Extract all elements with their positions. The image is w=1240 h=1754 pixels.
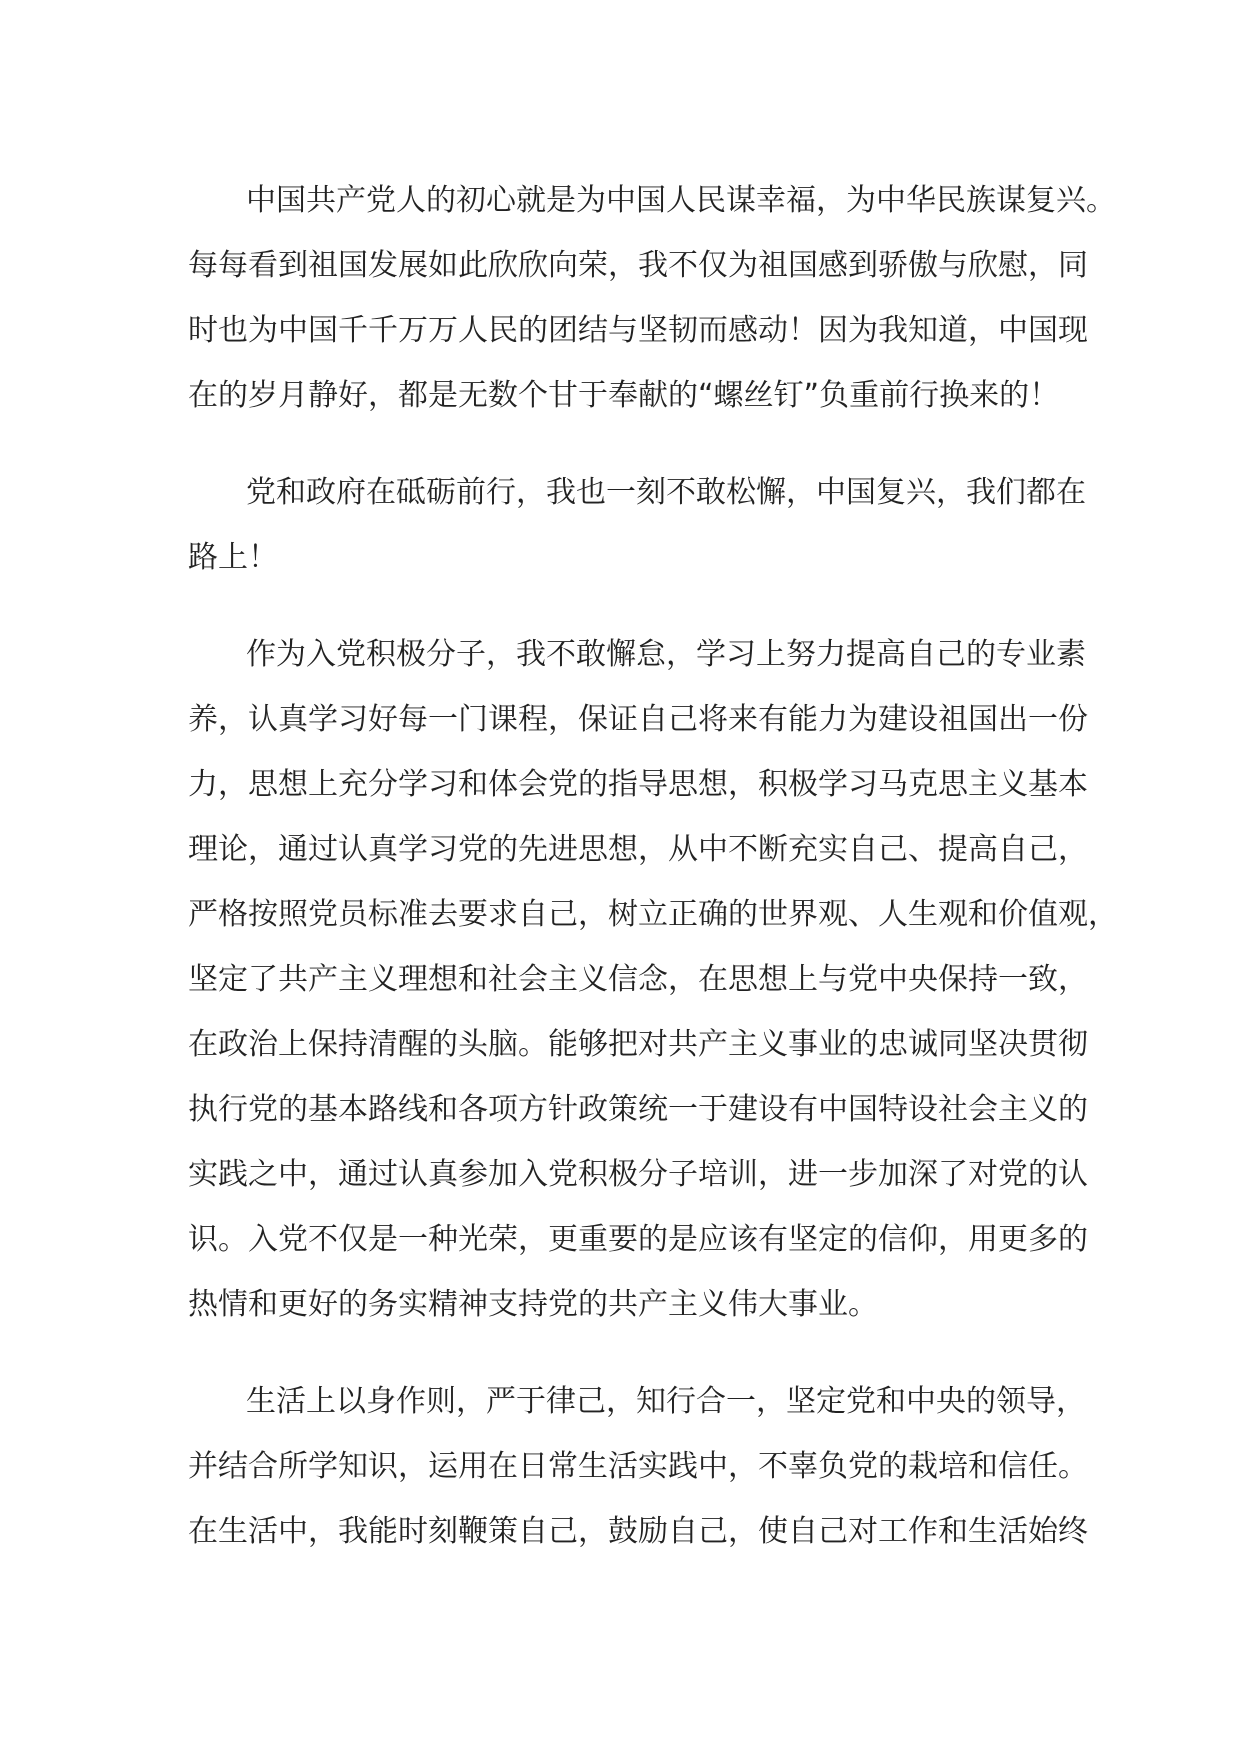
paragraph-line: 实践之中，通过认真参加入党积极分子培训，进一步加深了对党的认 [188,1157,1088,1192]
document-body [188,168,1118,1596]
paragraph-line: 在的岁月静好，都是无数个甘于奉献的“螺丝钉”负重前行换来的！ [188,378,1060,413]
paragraph-line: 在生活中，我能时刻鞭策自己，鼓励自己，使自己对工作和生活始终 [188,1514,1088,1549]
paragraph-line: 生活上以身作则，严于律己，知行合一，坚定党和中央的领导， [246,1384,1086,1419]
paragraph-line: 力，思想上充分学习和体会党的指导思想，积极学习马克思主义基本 [188,767,1088,802]
paragraph-line: 热情和更好的务实精神支持党的共产主义伟大事业。 [188,1287,878,1322]
paragraph-line: 识。入党不仅是一种光荣，更重要的是应该有坚定的信仰，用更多的 [188,1222,1088,1257]
paragraph-line: 并结合所学知识，运用在日常生活实践中，不辜负党的栽培和信任。 [188,1449,1088,1484]
paragraph-line: 路上！ [188,540,278,575]
paragraph-line: 作为入党积极分子，我不敢懈怠，学习上努力提高自己的专业素 [246,637,1086,672]
paragraph-line: 养，认真学习好每一门课程，保证自己将来有能力为建设祖国出一份 [188,702,1088,737]
paragraph-4 [188,1369,1088,1564]
paragraph-1 [188,168,1116,428]
paragraph-line: 时也为中国千千万万人民的团结与坚韧而感动！因为我知道，中国现 [188,313,1088,348]
paragraph-line: 在政治上保持清醒的头脑。能够把对共产主义事业的忠诚同坚决贯彻 [188,1027,1088,1062]
paragraph-line: 中国共产党人的初心就是为中国人民谋幸福，为中华民族谋复兴。 [246,183,1116,218]
paragraph-line: 严格按照党员标准去要求自己，树立正确的世界观、人生观和价值观， [188,897,1118,932]
paragraph-line: 党和政府在砥砺前行，我也一刻不敢松懈，中国复兴，我们都在 [246,475,1086,510]
paragraph-2 [188,460,1086,590]
paragraph-line: 理论，通过认真学习党的先进思想，从中不断充实自己、提高自己， [188,832,1088,867]
paragraph-line: 坚定了共产主义理想和社会主义信念，在思想上与党中央保持一致， [188,962,1088,997]
paragraph-3 [188,622,1118,1337]
paragraph-line: 执行党的基本路线和各项方针政策统一于建设有中国特设社会主义的 [188,1092,1088,1127]
paragraph-line: 每每看到祖国发展如此欣欣向荣，我不仅为祖国感到骄傲与欣慰，同 [188,248,1088,283]
